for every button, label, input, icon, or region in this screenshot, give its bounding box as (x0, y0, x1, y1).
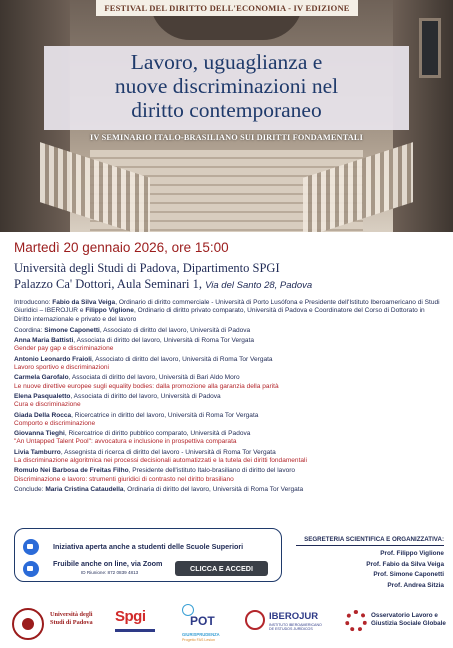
iberojur-circle-icon (245, 610, 265, 630)
iberojur-wordmark: IBEROJUR (269, 611, 319, 622)
spgi-bar (115, 629, 155, 632)
zoom-icon (23, 561, 39, 577)
speaker-name: Anna Maria Battisti (14, 337, 74, 345)
pot-subtitle-2: Progetto FAS Lesion (182, 638, 215, 642)
join-zoom-button[interactable]: CLICCA E ACCEDI (175, 561, 268, 576)
talk-topic: Le nuove direttive europee sugli equality bodies: dalla promozione alla garanzia della parità (14, 382, 279, 390)
program (14, 299, 442, 496)
talk-topic: Comporto e discriminazione (14, 419, 96, 427)
speaker-name: Giovanna Tieghi (14, 430, 65, 438)
speaker-role: , Presidente dell'istituto Italo-brasiliano di diritto del lavoro (128, 467, 296, 475)
talk-item (14, 449, 442, 466)
speaker-name: Romulo Nei Barbosa de Freitas Filho (14, 467, 129, 475)
speaker-name: Antonio Leonardo Fraioli (14, 355, 92, 363)
intro-label: Introducono: (14, 299, 51, 306)
pot-wordmark: POT (190, 614, 215, 628)
event-date: Martedì 20 gennaio 2026, ore 15:00 (14, 240, 229, 255)
osservatorio-name: Osservatorio Lavoro e Giustizia Sociale Globale (371, 612, 446, 627)
partner-logos (0, 598, 453, 648)
secretariat-member: Prof. Filippo Viglione (380, 550, 444, 557)
speaker-role: , Associata di diritto del lavoro, Università di Bari Aldo Moro (68, 374, 240, 382)
spgi-wordmark: Spgi (115, 608, 146, 625)
secretariat-member: Prof. Andrea Sitzia (387, 581, 444, 589)
talk-topic: Gender pay gap e discriminazione (14, 345, 114, 353)
title-line: nuove discriminazioni nel (114, 74, 339, 98)
talk-item (14, 374, 442, 391)
secretariat (296, 536, 444, 591)
talk-item (14, 337, 442, 354)
festival-banner: FESTIVAL DEL DIRITTO DELL'ECONOMIA - IV EDIZIONE (96, 0, 358, 16)
speaker-role: , Associata di diritto del lavoro, Università di Roma Tor Vergata (73, 337, 255, 345)
speaker-role: , Ricercatrice di diritto pubblico comparato, Università di Padova (64, 430, 251, 438)
program-chair (14, 327, 442, 335)
window (419, 18, 441, 78)
speaker-role: , Ricercatrice in diritto del lavoro, Università di Roma Tor Vergata (71, 411, 259, 419)
talk-topic: La discriminazione algoritmica nei processi decisionali automatizzati e la tutela dei diritti fondamentali (14, 457, 307, 465)
speaker-name: Carmela Garofalo (14, 374, 69, 382)
venue-room (14, 277, 312, 292)
speaker-name: Livia Tamburro (14, 448, 61, 456)
secretariat-member: Prof. Simone Caponetti (373, 571, 444, 578)
closing-label: Conclude: (14, 485, 44, 493)
gear-icon (345, 610, 367, 632)
talk-topic: Discriminazione e lavoro: strumenti giuridici di contrasto nel diritto brasiliano (14, 475, 234, 483)
speaker-name: Maria Cristina Cataudella (45, 485, 124, 493)
talk-item (14, 467, 442, 484)
speaker-role: , Associato di diritto del lavoro, Università di Padova (99, 326, 251, 334)
speaker-role: , Associato di diritto del lavoro, Università di Roma Tor Vergata (91, 355, 273, 363)
venue-university: Università degli Studi di Padova, Dipartimento SPGI (14, 261, 280, 275)
speaker-name: Fabio da Silva Veiga (52, 299, 116, 306)
open-to-students-note: Iniziativa aperta anche a studenti delle Scuole Superiori (53, 542, 244, 551)
zoom-availability-note: Fruibile anche on line, via Zoom (53, 559, 163, 568)
chair-label: Coordina: (14, 326, 43, 334)
speaker-role: , Ordinario di diritto privato comparato, Università di Padova e Coordinatore del Corso di Dottorato in Diritto internazionale e privato e del lavoro (14, 307, 425, 323)
iberojur-subtitle: INSTITUTO IBEROAMERICANO DE ESTUDOS JURÍDICOS (269, 623, 322, 632)
unipd-seal-icon (12, 608, 44, 640)
speaker-role: , Ordinaria di diritto del lavoro, Università di Roma Tor Vergata (123, 485, 304, 493)
talk-item (14, 356, 442, 373)
secretariat-list (296, 549, 444, 591)
talk-item (14, 430, 442, 447)
title-line: diritto contemporaneo (131, 98, 322, 122)
secretariat-title: SEGRETERIA SCIENTIFICA E ORGANIZZATIVA: (296, 536, 444, 546)
unipd-logo (12, 608, 102, 640)
speaker-role: , Associata di diritto del lavoro, Università di Padova (70, 392, 221, 400)
speaker-name: Simone Caponetti (44, 326, 100, 334)
title-line: Lavoro, uguaglianza e (130, 50, 323, 74)
speaker-role: , Assegnista di ricerca di diritto del lavoro - Università di Roma Tor Vergata (60, 448, 276, 456)
speaker-name: Elena Pasqualetto (14, 392, 71, 400)
venue-address: Via del Santo 28, Padova (205, 280, 313, 291)
online-access-box (14, 528, 282, 582)
talk-topic: "An Untapped Talent Pool": avvocatura e inclusione in prospettiva comparata (14, 438, 237, 446)
pot-subtitle: GIURISPRUDENZA (182, 632, 220, 637)
talk-topic: Lavoro sportivo e discriminazioni (14, 364, 109, 372)
talk-topic: Cura e discriminazione (14, 401, 81, 409)
spgi-logo (115, 608, 159, 638)
conjunction: e (78, 307, 86, 315)
secretariat-member: Prof. Fabio da Silva Veiga (366, 560, 444, 568)
talk-item (14, 393, 442, 410)
venue-building: Palazzo Ca' Dottori, Aula Seminari 1, (14, 277, 202, 291)
speaker-role: , Ordinario di diritto commerciale - Università di Porto Lusófona e Presidente dell'Istituto Iberoamericano di Studi Giuridici – IBEROJUR (14, 299, 440, 315)
program-intro (14, 299, 442, 324)
event-title (44, 50, 409, 122)
event-subtitle: IV SEMINARIO ITALO-BRASILIANO SUI DIRITTI FONDAMENTALI (90, 133, 363, 142)
speaker-name: Giada Della Rocca (14, 411, 72, 419)
unipd-name: Università degli Studi di Padova (50, 611, 93, 626)
speaker-name: Filippo Viglione (85, 307, 134, 315)
pot-logo (182, 604, 226, 642)
osservatorio-logo (345, 608, 445, 638)
info-icon (23, 539, 39, 555)
program-closing (14, 486, 442, 494)
iberojur-logo (245, 610, 325, 638)
talk-item (14, 412, 442, 429)
zoom-meeting-id: ID Riunione: 872 0839 4813 (81, 570, 139, 575)
